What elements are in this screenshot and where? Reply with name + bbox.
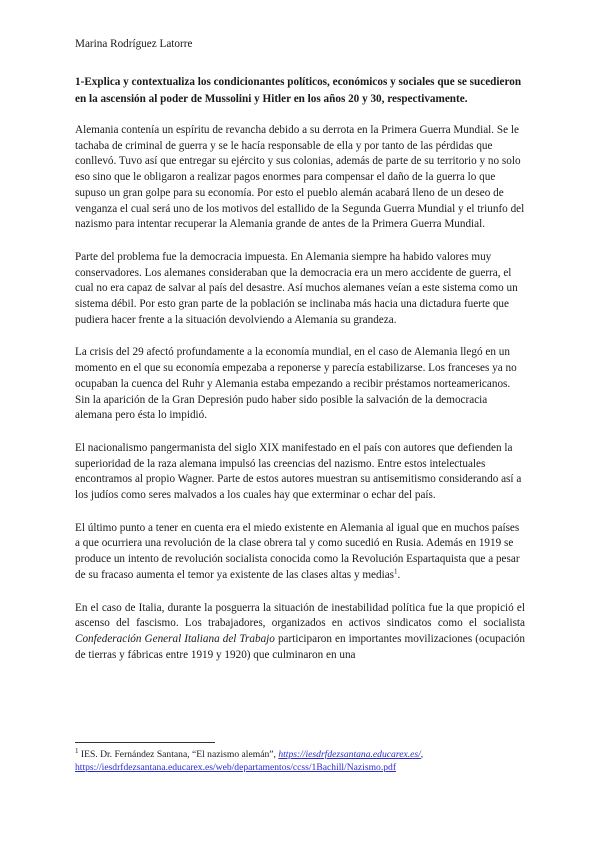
footnote (75, 748, 525, 774)
paragraph-nationalism: El nacionalismo pangermanista del siglo XIX manifestado en el país con autores que defienden la superioridad de la raza alemana impulsó las creencias del nazismo. Entre estos intelectuales encontramos al propio Wagner. Parte de estos autores muestran su antisemitismo considerando así a los judíos como seres malvados a los cuales hay que exterminar o echar del país. (75, 441, 522, 502)
footnote-reference[interactable]: 1 (394, 567, 398, 576)
paragraph-revenge: Alemania contenía un espíritu de revancha debido a su derrota en la Primera Guerra Mundial. Se le tachaba de criminal de guerra y se le hacía responsable de ella y por tanto de las pérdidas que conllevó. Tuvo así que entregar su ejército y sus colonias, además de parte de su territorio y no solo eso sino que le obligaron a realizar pagos enormes para compensar el daño de la guerra lo que supuso un gran golpe para su economía. Por esto el pueblo alemán acabará lleno de un deseo de venganza el cual será uno de los motivos del estallido de la Segunda Guerra Mundial y el triunfo del nazismo para intentar recuperar la Alemania grande de antes de la Primera Guerra Mundial. (75, 124, 525, 231)
footnote-divider (75, 742, 215, 743)
footnote-link-site[interactable]: https://iesdrfdezsantana.educarex.es/ (278, 749, 421, 760)
footnote-number: 1 (75, 746, 79, 755)
italy-union-name: Confederación General Italiana del Trabajo (75, 632, 275, 645)
paragraph-italy (75, 601, 525, 664)
footnote-separator: , (420, 749, 424, 760)
italy-text-before: En el caso de Italia, durante la posguerra la situación de inestabilidad política fue la que propició el ascenso del fascismo. Los trabajadores, organizados en activos sindicatos como el socialista (75, 601, 525, 630)
paragraph-revolution-text: El último punto a tener en cuenta era el miedo existente en Alemania al igual que en muchos países a que ocurriera una revolución de la clase obrera tal y como sucedió en Rusia. Además en 1919 se produce un intento de revolución socialista conocida como la Revolución Espartaquista que a pesar de su fracaso aumenta el temor ya existente de las clases altas y medias (75, 521, 520, 581)
paragraph-democracy: Parte del problema fue la democracia impuesta. En Alemania siempre ha habido valores muy conservadores. Los alemanes consideraban que la democracia era un mero accidente de guerra, el cual no era capaz de salvar al país del desastre. Así muchos alemanes veían a este sistema como un sistema débil. Por esto gran parte de la población se inclinaba más hacia una dictadura fuerte que pudiera hacer frente a la situación devolviendo a Alemania su grandeza. (75, 250, 518, 326)
question-heading: 1-Explica y contextualiza los condicionantes políticos, económicos y sociales que se sucedieron en la ascensión al poder de Mussolini y Hitler en los años 20 y 30, respectivamente. (75, 76, 522, 105)
footnote-link-pdf[interactable]: https://iesdrfdezsantana.educarex.es/web/departamentos/ccss/1Bachill/Nazismo.pdf (75, 762, 397, 773)
paragraph-crisis: La crisis del 29 afectó profundamente a la economía mundial, en el caso de Alemania llegó en un momento en el que su economía empezaba a reponerse y parecía estabilizarse. Los franceses ya no ocupaban la cuenca del Ruhr y Alemania estaba empezando a recibir préstamos norteamericanos. Sin la aparición de la Gran Depresión pudo haber sido posible la salvación de la democracia alemana pero ésta lo impidió. (75, 346, 517, 422)
footnote-text: IES. Dr. Fernández Santana, “El nazismo alemán”, (78, 749, 279, 760)
paragraph-revolution-fear: El último punto a tener en cuenta era el miedo existente en Alemania al igual que en muchos países a que ocurriera una revolución de la clase obrera tal y como sucedió en Rusia. Además en 1919 se produce un intento de revolución socialista conocida como la Revolución Espartaquista que a pesar de su fracaso aumenta el temor ya existente de las clases altas y medias$^1$. (75, 521, 520, 581)
author-name: Marina Rodríguez Latorre (75, 38, 193, 50)
italy-text-after: participaron en importantes movilizaciones (ocupación de tierras y fábricas entre 1919 y 1920) que culminaron en una (75, 632, 525, 661)
